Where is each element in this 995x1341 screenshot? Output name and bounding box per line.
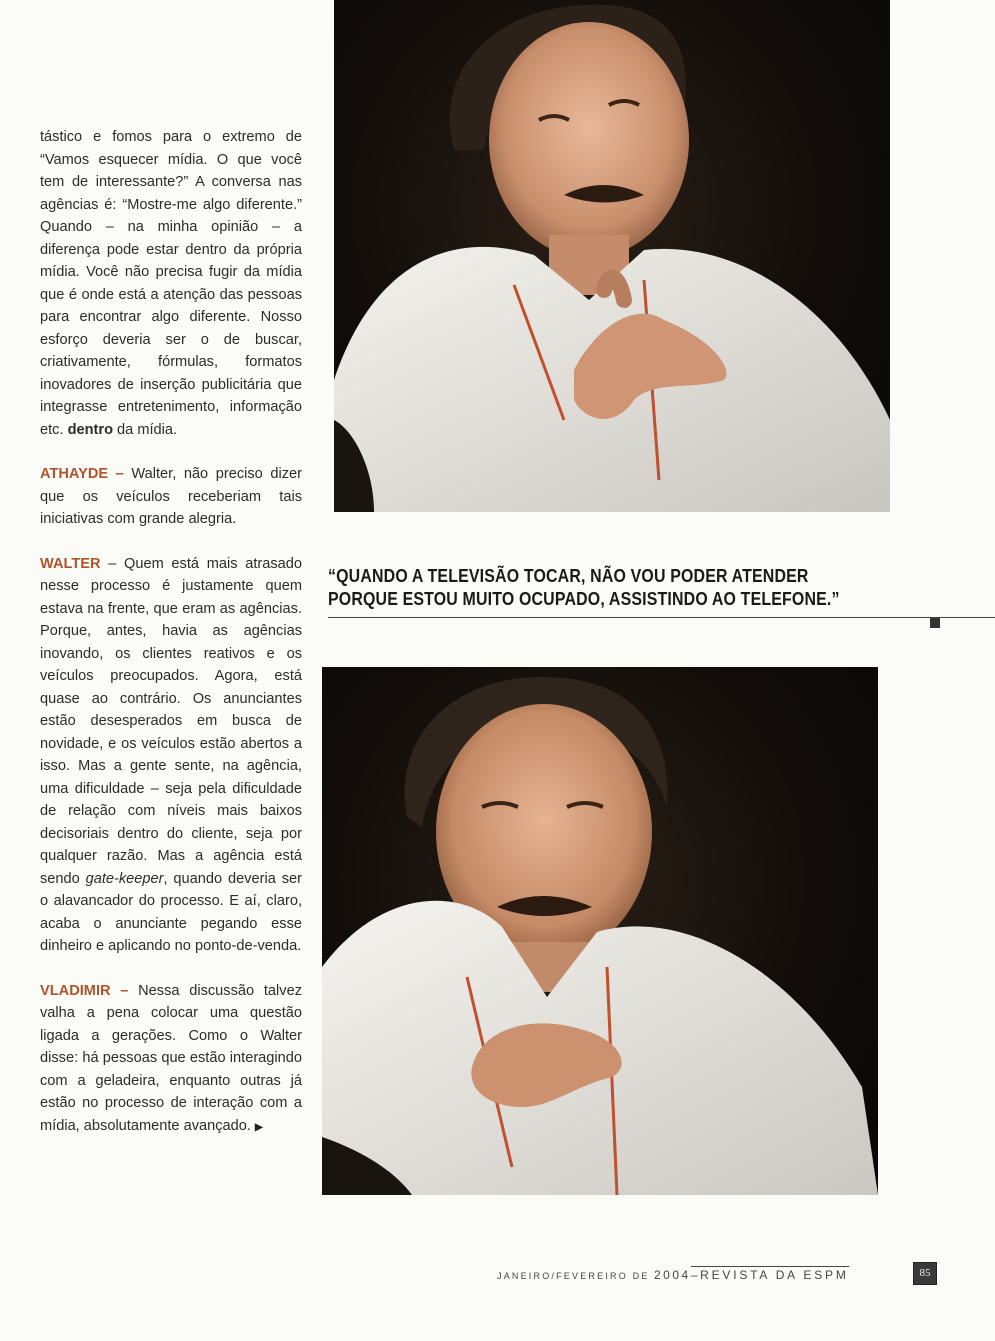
vladimir-text: Nessa discussão talvez valha a pena colocar uma questão ligada a gerações. Como o Walter disse: há pessoas que estão interagindo com a geladeira, enquanto outras já estão no processo de interação com a mídia, absolutamente avançado. — [40, 982, 302, 1134]
pull-quote — [328, 564, 844, 610]
speaker-vladimir: VLADIMIR – — [40, 982, 129, 999]
walter-italic: gate-keeper — [85, 870, 164, 887]
page-footer — [497, 1266, 897, 1284]
athayde-text: Walter, não preciso dizer que os veículos receberiam tais iniciativas com grande alegria. — [40, 466, 302, 527]
walter-text-1: – Quem está mais atrasado nesse processo é justamente quem estava na frente, que eram as agências. Porque, antes, havia as agências inovando, os clientes reativos e os veículos preocupados. Agora, está quase ao contrário. Os anunciantes estão desesperados em busca de novidade, e os veículos estão abertos a isso. Mas a gente sente, na agência, uma dificuldade – seja pela dificuldade de relação com níveis mais baixos decisoriais dentro do cliente, seja por qualquer razão. Mas a agência está sendo — [40, 555, 302, 887]
photo-top-illustration — [334, 0, 890, 512]
footer-year: 2004 — [653, 1268, 691, 1282]
paragraph-athayde — [40, 463, 302, 531]
pull-quote-line-2: PORQUE ESTOU MUITO OCUPADO, ASSISTINDO AO TELEFONE.” — [328, 588, 840, 609]
paragraph-intro-end: da mídia. — [112, 421, 178, 438]
pull-quote-line-1: “QUANDO A TELEVISÃO TOCAR, NÃO VOU PODER ATENDER — [328, 565, 809, 586]
speaker-athayde: ATHAYDE – — [40, 466, 124, 482]
speaker-walter: WALTER — [40, 555, 101, 572]
footer-months: JANEIRO/FEVEREIRO DE — [497, 1271, 650, 1281]
page-number: 85 — [913, 1262, 937, 1285]
footer-magazine: –REVISTA DA ESPM — [690, 1268, 849, 1282]
end-mark-icon: ▶ — [255, 1121, 263, 1133]
paragraph-vladimir — [40, 980, 302, 1140]
photo-bottom — [322, 667, 878, 1195]
paragraph-intro — [40, 126, 302, 441]
photo-top — [334, 0, 890, 512]
pull-quote-square-icon — [930, 618, 940, 628]
walter-text-2: , quando deveria ser o alavancador do processo. E aí, claro, acaba o anunciante pegando esse dinheiro e aplicando no ponto-de-venda. — [40, 870, 302, 954]
photo-bottom-illustration — [322, 667, 878, 1195]
paragraph-intro-text: tástico e fomos para o extremo de “Vamos esquecer mídia. O que você tem de interessante?” A conversa nas agências é: “Mostre-me algo diferente.” Quando – na minha opinião – a diferença pode estar dentro da própria mídia. Você não precisa fugir da mídia que é onde está a atenção das pessoas para encontrar algo diferente. Nosso esforço deveria ser o de buscar, criativamente, fórmulas, formatos inovadores de inserção publicitária que integrasse entretenimento, informação etc. — [40, 129, 302, 438]
article-column — [40, 126, 302, 1139]
paragraph-walter — [40, 553, 302, 958]
emphasis-dentro: dentro — [67, 421, 113, 438]
pull-quote-rule — [328, 617, 995, 618]
